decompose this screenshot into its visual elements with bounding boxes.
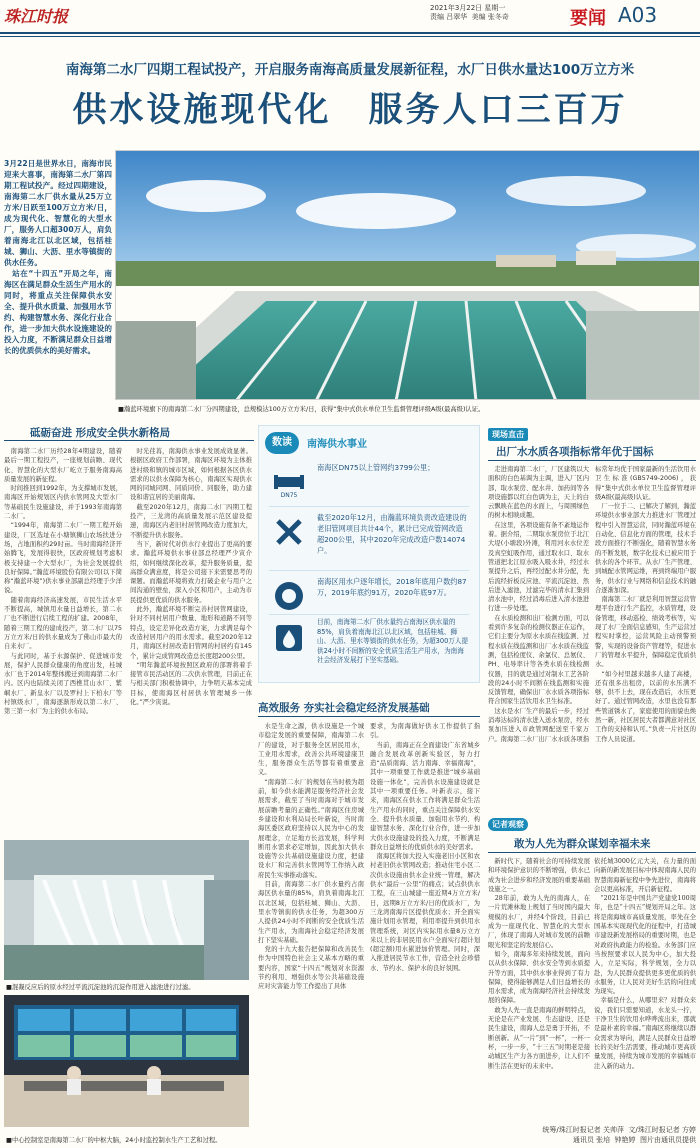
photo3-caption: ■中心控制室是南海第二水厂的中枢大脑，24小时监控制水生产工艺和过程。 [6, 1137, 222, 1144]
right-section-text: 走进南海第二水厂，厂区建筑以大面积的白色基调为主调，进入厂区内部，取水泵房、配水井、加药间等各项设施都以红白色调为主，天上的白云飘映在蓝色的水面上，与周围绿色的树木相映成趣。 在这里，各项设施有条不紊地运作着。据介绍，二期取水泵房位于北江大堤(小塘段)外滩，利用河水水位差及真空虹吸作用，通过取水口、取水管道把北江原水吸入吸水井，经过水泵提升之后，再经过配水井分配，先后流经折板反应池、平流沉淀池、然后进入滤池，过滤完毕的清水汇集到清水池中，经过消毒后进入清水池进行进一步处理。 在水质检测和出厂检测方面，可以看到许多复杂的检测仪器正在运作，它们主要分为原水水质在线监测、过程水质在线监测和出厂水水质在线监测，包括检度仪、余氯仪、总氨仪、PH、电导率计等各类水质在线检测仪器，目的就是通过对制水工艺各阶段的24小时不间断在线监测和实施反馈管理，确保出厂水水质各项指标符合国家生活饮用水卫生标准。 这水是水厂生产的最后一步，经过消毒达标的清水进入送水泵房，经水泵加压进入市政管网配送至千家万户。南海第二水厂出厂水水质各项指标常年均优于国家最新的生活饮用水卫生标准(GB5749-2006)，获得“集中式供水单位卫生监督管理评级A级(最高级)认证。 厂一位于二、已解决了解到，瀚蓝环境供水事业部大力推进水厂管理过程中引入智慧运营，同时瀚蓝环境在自动化、信息化方面的管理，技术手段方面推行不断强化，随着智慧水务的不断发展，数字化技术已被应用于供水的各个环节。从水厂生产管理、到城配水管网运维，再到终端用户服务，供水行业与网络和信息技术的融合逐渐加深。 南海第二水厂就是利用智慧运营管理平台进行生产监控，水质管理，设备管理，移动巡检、绩效考核等，实现了水厂全面信息感知，生产运营过程实时掌控，运营风险主动预警预警，实现的设备资产管理等，促进水厂的管理水平提升，保障稳定优质供水。 “如今村里越来越多人建了高楼，还有很多出租房，以前的水压满不够，供不上去，现在改造后，水压更好了。通过管网改造，水里也没有那些管道锈水了，家庭使用的面貌也焕然一新，社区居民大者都满意对社区工作的支持和认可。”负责一片社区的工作人员说道。 [488, 466, 696, 743]
coin-icon [269, 576, 309, 616]
right-section-title: 出厂水水质各项指标常年优于国标 [496, 446, 654, 458]
lead-paragraph: 3月22日是世界水日，南海市民迎来大喜事，南海第二水厂第四期工程试投产。经过四期建设，南海第二水厂供水量从25万立方米/日跃至100万立方米/日，成为现代化、智慧化的大型水厂，服务人口超300万人，肩负着南海北江以北区域，包括桂城、狮山、大沥、里水等镇街的供水任务。 站在“十四五”开局之年，南海区在满足群众生活生产用水的同时，将重点关注保障供水安全、提升供水质量、加强用水节约、构建智慧水务、深化行业合作，进一步加大供水设施建设的投入力度，不断满足群众日益增长的优质供水的美好需求。 [4, 159, 112, 355]
newspaper-logo: 珠江时报 [4, 7, 69, 26]
reporter-col2: 依托城3000亿元大关，在力量的面向新的新发展目标中体现南海人民的智慧南海新征程中争先进位，南海将会以更高标准，开启新征程。 “2021年是中国共产党建党100周年，也是“十四五”规划开局之年。这将是南海城市高质量发展，率先在全国基本实现现代化的征程中，打造城市建设新发展格局的重要时期，也是对政府执政能力的检验。水务部门应当按照要求以人民为中心，加大投入，立足实际，科学规划，全力以赴，为人民群众提供更多更优质的供水服务，让人民对美好生活的向往成为现实。 幸福是什么，从哪里来？对群众来说，我们只需要知道，水龙头一拧，干净卫生的饮用水哗哗流出来，那就是最朴素的幸福。”南海区将继续以群众需求为导向，满足人民群众日益增长的美好生活需要，推动城市更高质量发展，持续为城市发展的幸福城市注入新的动力。 [594, 858, 696, 1070]
svg-text:DN75: DN75 [280, 492, 298, 499]
photo2-caption: ■混凝反应后的原水经过平流沉淀池的沉淀作用进入滤池进行过滤。 [6, 984, 195, 991]
data-item-text: 南海区用水户逐年增长，2018年底用户数约87万，2019年底约91万，2020年底97万。 [317, 577, 467, 597]
data-item-text: 目前，南海第二水厂供水量约占南海区供水量的85%，肩负着南海北江以北区域，包括桂城、狮山、大沥、里水等镇街的供水任务，为超300万人提供24小时不间断的安全优质生活生产用水，为南海社会经济发展打下坚实基础。 [317, 618, 469, 665]
tools-icon [269, 512, 309, 552]
mid-section-col2: 要求，为南海做好供水工作提供了指引。 当前，南海正在全面建设广东省城乡融合发展改革创新实验区，努力打造“品质南海、活力南海、幸福南海”，其中一项重要工作就是推进“城乡基础设施一体化”，完善供水设施建设就是其中一项重要任务。叶新表示，接下来，南海区在供水工作将满足群众生活生产用水的同时，重点关注保障供水安全、提升供水质量、加强用水节约、构建智慧水务、深化行业合作，进一步加大供水设施建设的投入力度，不断满足群众日益增长的优质供水的美好需求。 南海区将加大投入实施老旧小区和农村老旧供水管网改造；推动住宅小区二次供水设施由供水企业统一管理，解决供水“最后一公里”的痛点；试点供供水工程，在三山城建一座近期4万立方米/日，远期8万立方米/日的优质水厂，为三龙湾南海片区提供优质水；开全面实施计划用水管理，利用率提升到供用水管理系统，对区内实际用水量8万立方米以上的非居民用水户全面实行超计划(超定额)用水累进加价管理。同时，深入推进居民节水工作，营造全社会珍惜水、节约水、保护水的良好氛围。 [370, 723, 480, 972]
section-rule [258, 716, 480, 717]
credits-footer: 统筹/珠江时报记者 关帅萍 文/珠江时报记者 方婷 通讯员 张培 钟艳婷 图片由通讯员提供 [542, 1126, 696, 1144]
section-rule [488, 852, 696, 853]
left-section-col1: 南海第二水厂历经28年4期建设，随着最后一期工程投产，一座规划前瞻、现代化、智慧化的大型水厂屹立于服务南海高质量发展的新征程。 时间推回到1992年，为支撑城市发展，南海区开始规划区内供水管网及大型水厂等基础民生设施建设，并于1993年南海第二水厂。 “1994年，南海第二水厂一期工程开始建设，厂区选址在小塘镇狮山农场扶进分场，占地面积约29时亩。当时南海经济开始腾飞，发展得很快，区政府规划考虑积极支持建一个大型水厂，为社会发展提供良好保障。”瀚蓝环境股份有限公司(以下简称“瀚蓝环境”)供水事业部副总经理于少洋说。 随着南海经济高速发展，市民生活水平不断提高，城镇用水量日益增长，第二水厂也不断进行启续工程的扩建。2008年，随着三期工程的建成投产，第二水厂以75万立方米/日的供水量成为了佛山市最大的自来水厂。 与此同时，基于水源保护、促进城市发展，保护人民群众健康的角度出发，桂城水厂也于2014年整体搬迁到南海第二水厂内。区内也陆续关闭了西樵贯山水厂、紫峒水厂、新皇水厂以及罗村上下柏水厂等村镇级水厂，南海逐渐形成以第二水厂、第三第一水厂为主的供水布局。 [4, 448, 122, 716]
left-section-col2: 时光荏苒，南海供水事业发展成效显著。根据区政府工作部署，南海区环境为主体推进村级和镇的城市区域，如何根据各区供水需求的以供水保障为核心，南海区实现供水网的同城同网、同质同价、同服务，助力建设和谐宜居的美丽南海。 截至2020年12月，南海二水厂四期工程投产，三龙湾的高质量发展示范区建设提速，南海区内老旧村居管网改造力度加大，不断提升供水服务。 当下，新时代对供水行业提出了更高的要求。瀚蓝环境供水事业部总经理严少寅介绍，如何继续深化改革，提升服务质量，提高群众满意度，将是公司接下来需要思考的课题。而瀚蓝环境将致力打破企业与用户之间沟通的壁垒，深入小区和用户，主动为市民提供更优质的供水服务。 此外，瀚蓝环境不断完善村居管网建设，针对不同村居用户数量、地形和道路不同等特点，设定差异化改造方案，力求满足每个改造村居用户的用水需求。截至2020年12月，南海区村居改造旧管网的村居约有145个，累计完成管网改造总长度超200公里。 “明年瀚蓝环境按照区政府的部署将着手接管市民活动区的二次供水管理，目前正在与相关部门积极协调中，力争明天基本完成目标，使南海区村居供水管理城乡一体化。”严少寅说。 [130, 448, 252, 707]
headline: 供水设施现代化 服务人口三百万 [72, 90, 628, 130]
filtration-photo [4, 840, 249, 980]
data-item-text: 截至2020年12月，由瀚蓝环境负责改造建设的老旧管网项目共计44个，累计已完成管网改造超200公里，其中2020年完成改造户数14074户。 [317, 513, 467, 555]
data-box-title: 南海供水事业 [307, 439, 367, 450]
data-item [269, 618, 469, 666]
reporter-col1: 新时代下，随着社会的可持续发展和环境保护意识的不断增强，供水已成为社会进步和经济发展的重要基础设施之一。 28年前，敢为人先的南海人，在一片荒滩林地上规划了当时国内最大规模的水厂，并经4个阶段，目前已成为一座现代化、智慧化的大型水厂，体现了南海人对城市发展的前瞻眼光和坚定的发展信心。 如今，南海多年来持续发展，面向以从供水保障、供水安全等到水质提升等方面，其中供水事业得到了有力保障，使得能够满足人们日益增长的用水需求，成为南海经济社会持续发展的保障。 敢为人先一直是南海的鲜明特点，无论是在产业发展、生态建设、还是民生建设，南海人总是勇于开拓，不断创新。从“一片”到“一杯”，一杯一杯，一步一步，“十三五”时期老是接动城区生产力各方面进步，让人们不断生活在更好的未来中。 [488, 858, 590, 1070]
masthead-divider [0, 36, 700, 37]
section-name: 要闻 [570, 8, 606, 29]
page-number: A03 [618, 3, 658, 27]
data-item [269, 576, 469, 616]
data-reading-box [258, 425, 480, 683]
photo1-caption: ■瀚蓝环境旗下的南海第二水厂分四期建设，总规模达100万立方米/日，获得“集中式供水单位卫生监督管理评级A级(最高级)认证。 [118, 406, 485, 413]
subheadline: 南海第二水厂四期工程试投产，开启服务南海高质量发展新征程，水厂日供水量达100万立方米 [65, 62, 635, 78]
data-tag: 数读 [265, 432, 299, 454]
control-room-photo [4, 995, 249, 1127]
reporter-section-title: 敢为人先为群众谋划幸福未来 [514, 838, 651, 850]
pipe-icon [269, 462, 309, 502]
section-rule [4, 440, 254, 441]
data-item-text: 南海区DN75以上管网约3799公里； [317, 463, 435, 472]
reporter-tag: 记者观察 [488, 818, 528, 831]
data-item [269, 462, 469, 502]
scene-tag: 现场直击 [488, 428, 528, 441]
water-icon [269, 618, 309, 658]
mid-section-title: 高效服务 夯实社会稳定经济发展基础 [258, 702, 430, 714]
water-plant-aerial-photo [115, 150, 700, 400]
mid-section-col1: 水是生命之源，供水设施是一个城市稳定发展的重要保障，南海第二水厂的建设，对于服务全区居民用水，工业用水需求，改善公共环境建康卫生，服务群众生活等都有着重要意义。 “南海第二水厂的规划在当时极为超前，如今供水能满足服务经济社会发展需求，截至了当时南海对于城市发展前瞻考量的正确性。”南海区住房城乡建设和水利局局长叶新说，当时南海区委区政府坚持以人民为中心的发展理念，立足地方长远发展，科学判断用水需求必定增加，因此加大供水设施等公共基础设施建设力度，把建设水厂和完善供水管网等工作纳入政府民生实事推动落实。 目前，南海第二水厂供水量约占南海区供水量的85%，肩负着南海北江以北区域，包括桂城、狮山、大沥、里水等镇街的供水任务，为超300万人提供24小时不间断的安全优质生活生产用水，为南海社会稳定经济发展打下坚实基础。 党的十九大报告把保障和改善民生作为中国特色社会主义基本方略的重要内容，国家“十四五”规划对水资源节约利用、增强供水等公共基础设施应对灾害能力等工作提出了具体 [258, 723, 364, 991]
left-section-title: 砥砺奋进 形成安全供水新格局 [30, 427, 171, 439]
section-rule [488, 460, 696, 461]
dateline: 2021年3月22日 星期一 责编 吕翠华 美编 张冬奇 [430, 4, 509, 21]
data-item [269, 512, 469, 556]
